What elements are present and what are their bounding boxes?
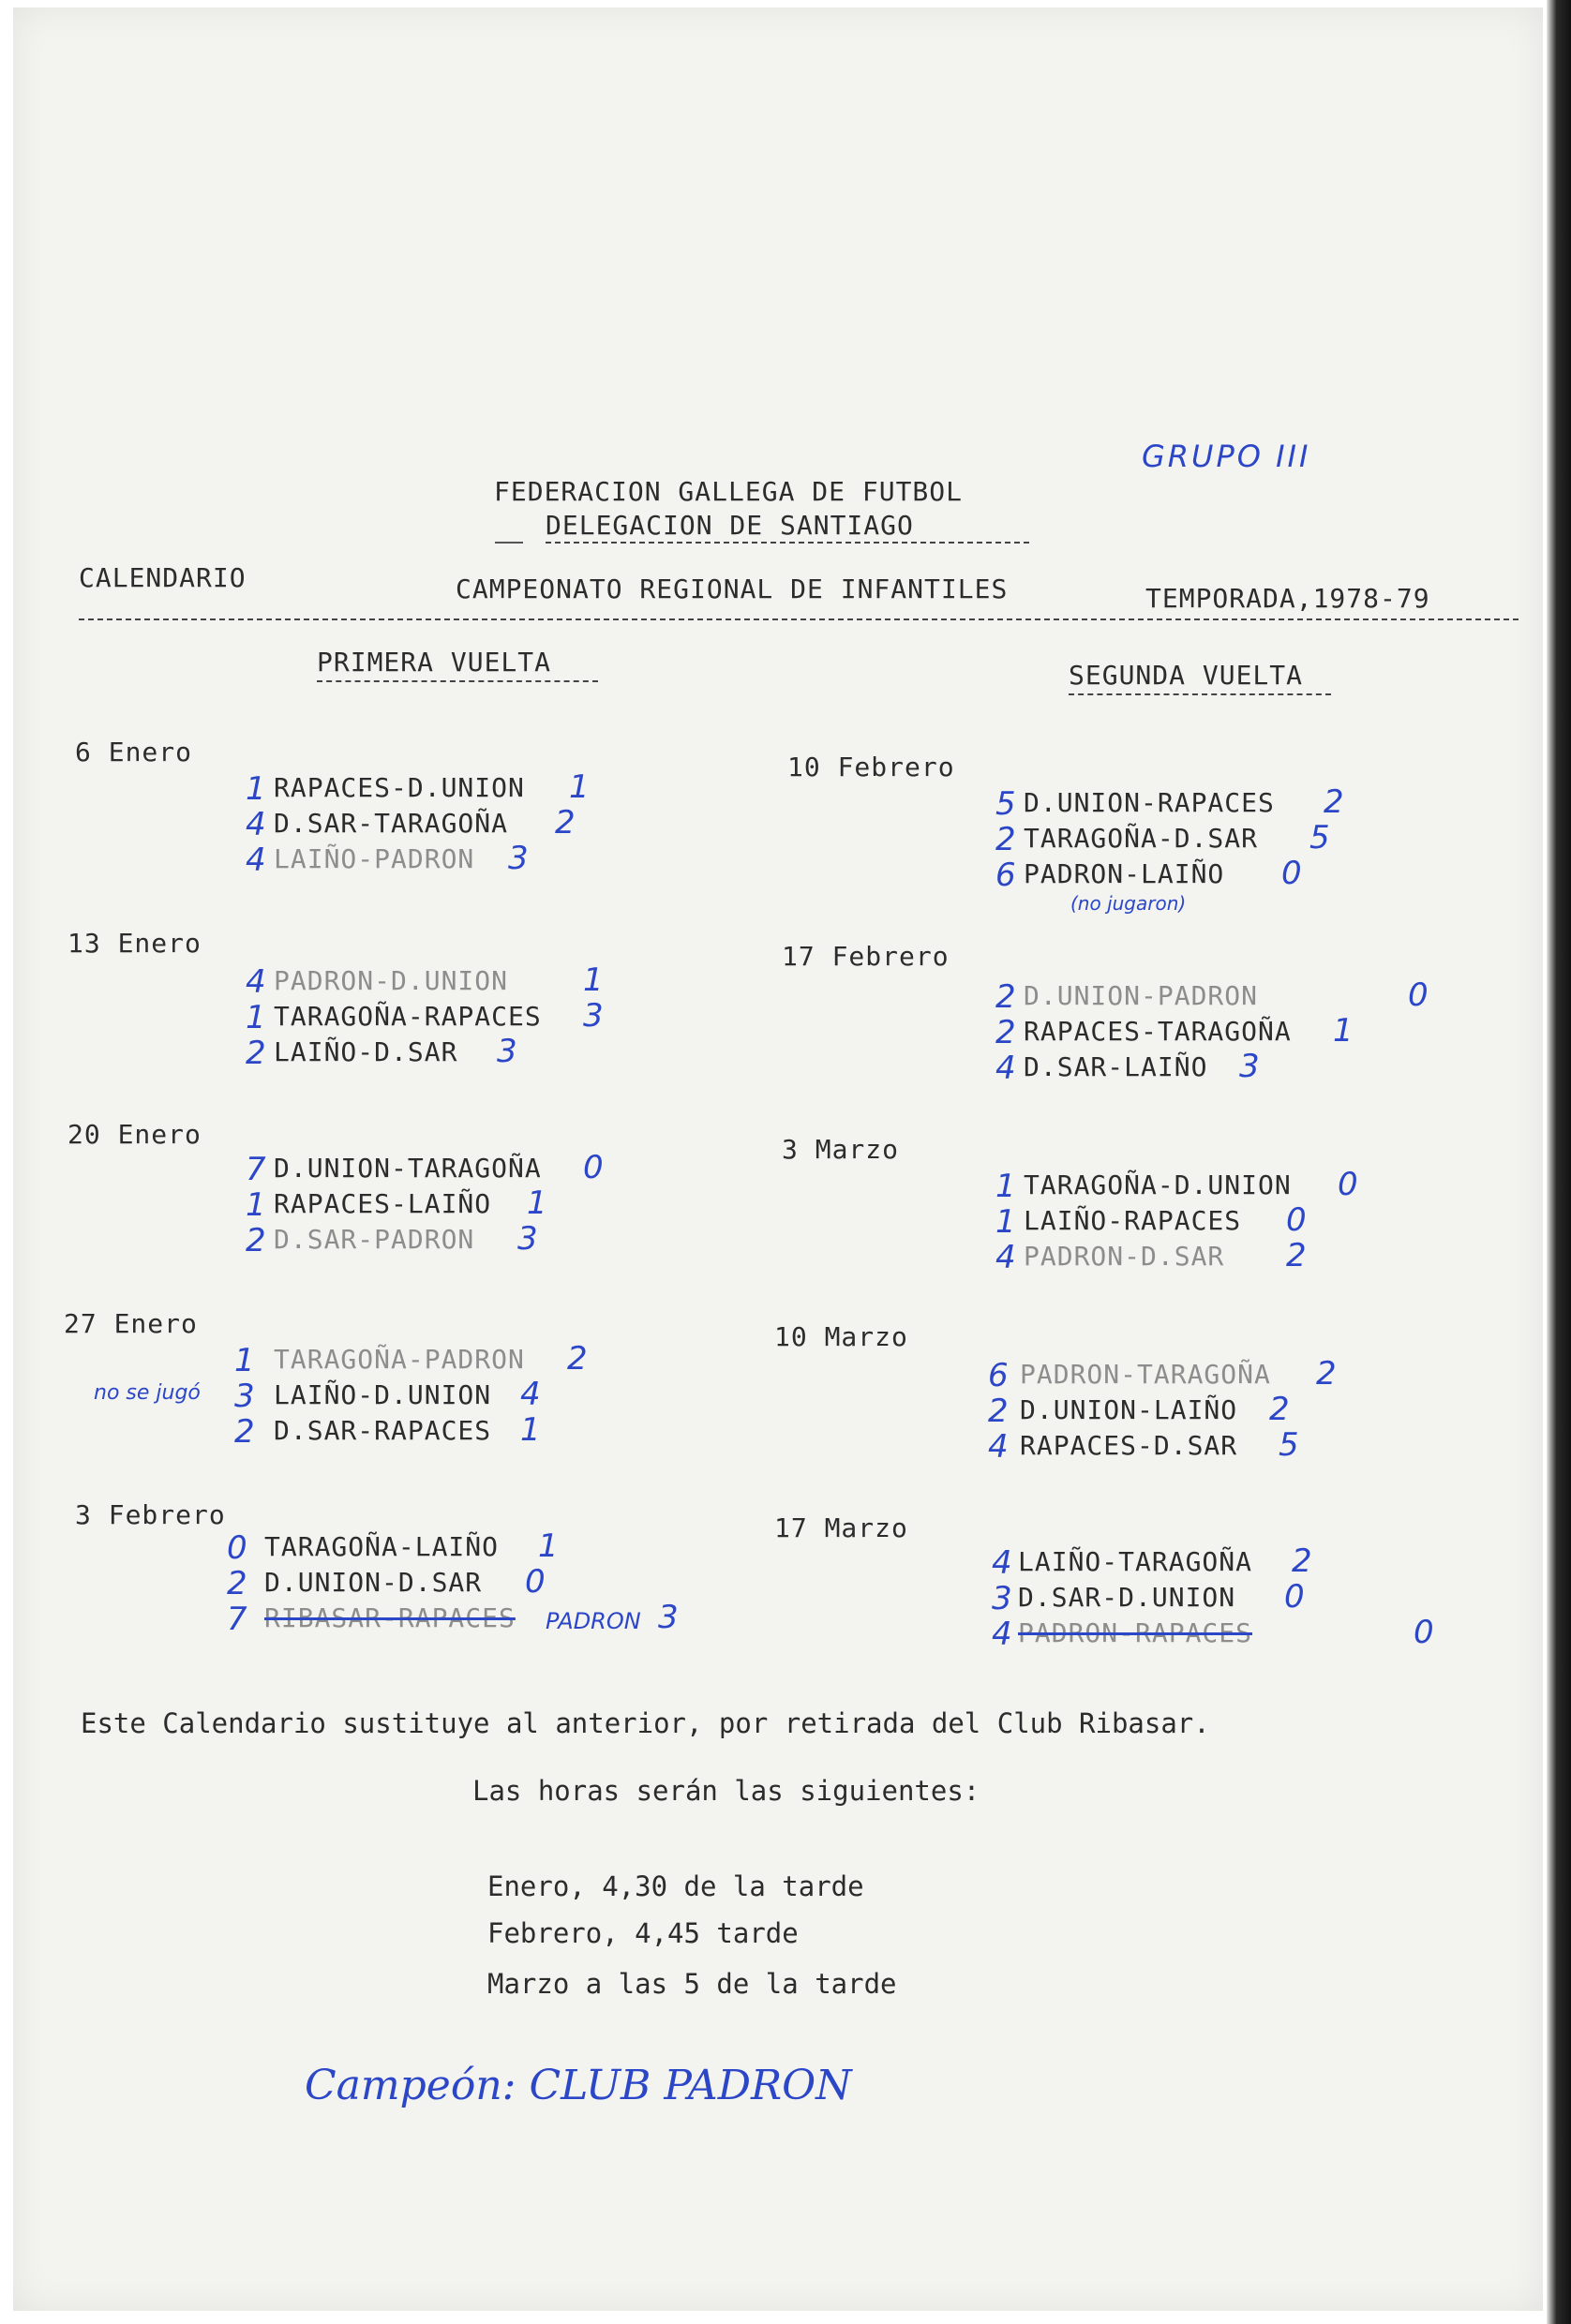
- match-teams: D.UNION-RAPACES: [1024, 787, 1275, 818]
- match-row: [227, 1599, 789, 1638]
- match-teams: LAIÑO-TARAGOÑA: [1018, 1546, 1253, 1577]
- match-score: 1: [1333, 1012, 1354, 1050]
- match-score: 0: [525, 1563, 546, 1601]
- match-number: 2: [988, 1393, 1009, 1430]
- match-score: 0: [1414, 1614, 1434, 1651]
- federation-title: FEDERACION GALLEGA DE FUTBOL: [494, 476, 964, 507]
- match-number: 4: [246, 806, 266, 843]
- match-score: 5: [1279, 1426, 1299, 1464]
- match-row: [988, 1355, 1550, 1394]
- calendar-label: CALENDARIO: [79, 562, 247, 593]
- match-teams: D.SAR-PADRON: [274, 1224, 475, 1255]
- match-number: 3: [992, 1580, 1012, 1617]
- match-teams: D.SAR-TARAGOÑA: [274, 808, 509, 839]
- match-teams: RIBASAR-RAPACES: [264, 1602, 516, 1633]
- match-teams: D.SAR-RAPACES: [274, 1415, 492, 1446]
- match-number: 4: [246, 963, 266, 1001]
- match-score: 0: [1286, 1201, 1307, 1239]
- match-row: [995, 1012, 1558, 1051]
- match-teams: RAPACES-D.UNION: [274, 772, 525, 803]
- match-number: 2: [995, 978, 1016, 1016]
- match-teams: PADRON-D.UNION: [274, 965, 509, 996]
- scan-edge: [1547, 0, 1571, 2324]
- match-score: 2: [1286, 1237, 1307, 1274]
- match-number: 2: [995, 1014, 1016, 1051]
- match-row: [995, 783, 1558, 823]
- match-score: 3: [517, 1220, 538, 1258]
- match-row: [992, 1614, 1554, 1653]
- match-teams: TARAGOÑA-LAIÑO: [264, 1531, 500, 1562]
- match-teams: D.SAR-LAIÑO: [1024, 1051, 1208, 1082]
- second-round-heading: SEGUNDA VUELTA: [1069, 660, 1304, 691]
- match-row: [995, 855, 1558, 894]
- match-score: 3: [508, 840, 529, 877]
- match-score: 2: [567, 1340, 588, 1378]
- match-number: 5: [995, 785, 1016, 823]
- match-number: 2: [246, 1222, 266, 1259]
- match-row: [995, 1048, 1558, 1087]
- match-teams: TARAGOÑA-RAPACES: [274, 1001, 542, 1032]
- hours-march: Marzo a las 5 de la tarde: [487, 1968, 897, 2000]
- match-teams: TARAGOÑA-D.UNION: [1024, 1169, 1292, 1200]
- fixture-block: [227, 1527, 789, 1638]
- match-teams: D.SAR-D.UNION: [1018, 1582, 1236, 1613]
- match-row: [992, 1578, 1554, 1617]
- fixture-date: 20 Enero: [67, 1119, 202, 1150]
- match-number: 7: [246, 1151, 266, 1188]
- match-number: 2: [234, 1413, 255, 1451]
- match-teams: D.UNION-TARAGOÑA: [274, 1153, 542, 1184]
- champion-annotation: Campeón: CLUB PADRON: [305, 2062, 852, 2109]
- match-row: [246, 1220, 808, 1259]
- match-score: 2: [1269, 1391, 1290, 1428]
- match-number: 7: [227, 1601, 247, 1638]
- match-teams: RAPACES-D.SAR: [1020, 1430, 1238, 1461]
- match-number: 0: [227, 1529, 247, 1567]
- replacement-team-note: PADRON: [546, 1608, 641, 1634]
- match-number: 4: [988, 1428, 1009, 1466]
- delegation-underline: [546, 542, 1029, 544]
- match-score: 1: [569, 768, 590, 806]
- match-score: 1: [527, 1184, 547, 1222]
- match-row: [246, 1184, 808, 1224]
- fixture-block: [995, 976, 1558, 1087]
- match-teams: PADRON-D.SAR: [1024, 1241, 1225, 1272]
- match-score: 3: [497, 1033, 517, 1070]
- match-number: 2: [995, 821, 1016, 858]
- match-row: [995, 819, 1558, 858]
- match-score: 1: [538, 1527, 559, 1565]
- match-teams: LAIÑO-RAPACES: [1024, 1205, 1242, 1236]
- first-round-heading: PRIMERA VUELTA: [317, 647, 552, 678]
- match-note: (no jugaron): [1070, 892, 1187, 915]
- match-score: 3: [658, 1599, 679, 1636]
- fixture-date: 10 Febrero: [787, 752, 955, 782]
- fixture-date: 27 Enero: [64, 1308, 198, 1339]
- match-score: 1: [520, 1411, 541, 1449]
- match-row: [988, 1426, 1550, 1466]
- match-teams: RAPACES-TARAGOÑA: [1024, 1016, 1292, 1047]
- match-score: 2: [1316, 1355, 1337, 1393]
- first-round-underline: [317, 680, 598, 682]
- match-score: 3: [583, 997, 604, 1035]
- hours-intro: Las horas serán las siguientes:: [472, 1775, 980, 1807]
- match-number: 1: [995, 1168, 1016, 1205]
- match-number: 4: [995, 1239, 1016, 1276]
- match-number: 1: [246, 770, 266, 808]
- delegation-dash: [495, 542, 523, 544]
- match-teams: LAIÑO-D.SAR: [274, 1036, 458, 1067]
- match-row: [234, 1340, 797, 1379]
- group-annotation: GRUPO III: [1142, 439, 1311, 474]
- fixture-block: [246, 1149, 808, 1259]
- match-row: [234, 1411, 797, 1451]
- match-score: 0: [1338, 1166, 1358, 1203]
- match-teams: PADRON-LAIÑO: [1024, 858, 1225, 889]
- fixture-date: 10 Marzo: [774, 1321, 908, 1352]
- match-score: 0: [1284, 1578, 1305, 1616]
- match-number: 1: [995, 1203, 1016, 1241]
- match-row: [995, 976, 1558, 1016]
- match-row: [995, 1201, 1558, 1241]
- match-number: 4: [995, 1050, 1016, 1087]
- match-number: 4: [992, 1544, 1012, 1582]
- match-score: 1: [583, 961, 604, 999]
- match-row: [995, 1166, 1558, 1205]
- match-row: [227, 1527, 789, 1567]
- fixture-date: 13 Enero: [67, 928, 202, 959]
- match-score: 3: [1239, 1048, 1260, 1085]
- match-number: 2: [227, 1565, 247, 1602]
- match-score: 2: [1324, 783, 1344, 821]
- match-row: [246, 961, 808, 1001]
- match-teams: TARAGOÑA-D.SAR: [1024, 823, 1259, 854]
- match-teams: PADRON-TARAGOÑA: [1020, 1359, 1271, 1390]
- match-number: 4: [246, 842, 266, 879]
- delegation-title: DELEGACION DE SANTIAGO: [546, 510, 914, 541]
- match-number: 1: [246, 999, 266, 1036]
- fixture-date: 3 Febrero: [75, 1499, 226, 1530]
- fixture-block: [246, 768, 808, 879]
- match-teams: LAIÑO-D.UNION: [274, 1379, 492, 1410]
- match-row: [227, 1563, 789, 1602]
- match-number: 1: [246, 1186, 266, 1224]
- match-row: [246, 997, 808, 1036]
- fixture-date: 3 Marzo: [782, 1134, 900, 1165]
- match-score: 0: [1408, 976, 1429, 1014]
- match-teams: TARAGOÑA-PADRON: [274, 1344, 525, 1375]
- hours-february: Febrero, 4,45 tarde: [487, 1917, 799, 1949]
- match-row: [246, 840, 808, 879]
- match-row: [246, 1149, 808, 1188]
- match-number: 1: [234, 1342, 255, 1379]
- fixture-block: [234, 1340, 797, 1451]
- match-row: [988, 1391, 1550, 1430]
- match-teams: PADRON-RAPACES: [1018, 1617, 1253, 1648]
- match-teams: D.UNION-D.SAR: [264, 1567, 483, 1598]
- match-score: 2: [555, 804, 576, 842]
- match-row: [246, 1033, 808, 1072]
- championship-title: CAMPEONATO REGIONAL DE INFANTILES: [456, 574, 1009, 604]
- match-teams: LAIÑO-PADRON: [274, 843, 475, 874]
- fixture-block: [995, 1166, 1558, 1276]
- fixture-date: 17 Febrero: [782, 941, 950, 972]
- fixture-date: 6 Enero: [75, 737, 193, 767]
- header-rule: [79, 618, 1519, 620]
- match-score: 0: [1281, 855, 1302, 892]
- fixture-block: [246, 961, 808, 1072]
- season-label: TEMPORADA,1978-79: [1145, 583, 1430, 614]
- match-score: 4: [520, 1376, 541, 1413]
- fixture-block: [995, 783, 1558, 915]
- match-score: 2: [1292, 1542, 1312, 1580]
- not-played-note: no se jugó: [94, 1381, 201, 1405]
- match-teams: D.UNION-LAIÑO: [1020, 1394, 1238, 1425]
- match-row: [234, 1376, 797, 1415]
- match-score: 0: [583, 1149, 604, 1186]
- fixture-block: [988, 1355, 1550, 1466]
- replacement-notice: Este Calendario sustituye al anterior, por retirada del Club Ribasar.: [81, 1707, 1210, 1739]
- match-number: 6: [995, 857, 1016, 894]
- match-number: 6: [988, 1357, 1009, 1394]
- match-number: 2: [246, 1035, 266, 1072]
- match-row: [992, 1542, 1554, 1582]
- hours-january: Enero, 4,30 de la tarde: [487, 1870, 864, 1902]
- match-row: [995, 1237, 1558, 1276]
- second-round-underline: [1069, 693, 1331, 695]
- match-score: 5: [1309, 819, 1330, 857]
- match-teams: D.UNION-PADRON: [1024, 980, 1259, 1011]
- fixture-date: 17 Marzo: [774, 1512, 908, 1543]
- match-row: [246, 768, 808, 808]
- match-number: 3: [234, 1378, 255, 1415]
- match-teams: RAPACES-LAIÑO: [274, 1188, 492, 1219]
- fixture-block: [992, 1542, 1554, 1653]
- match-row: [246, 804, 808, 843]
- match-number: 4: [992, 1616, 1012, 1653]
